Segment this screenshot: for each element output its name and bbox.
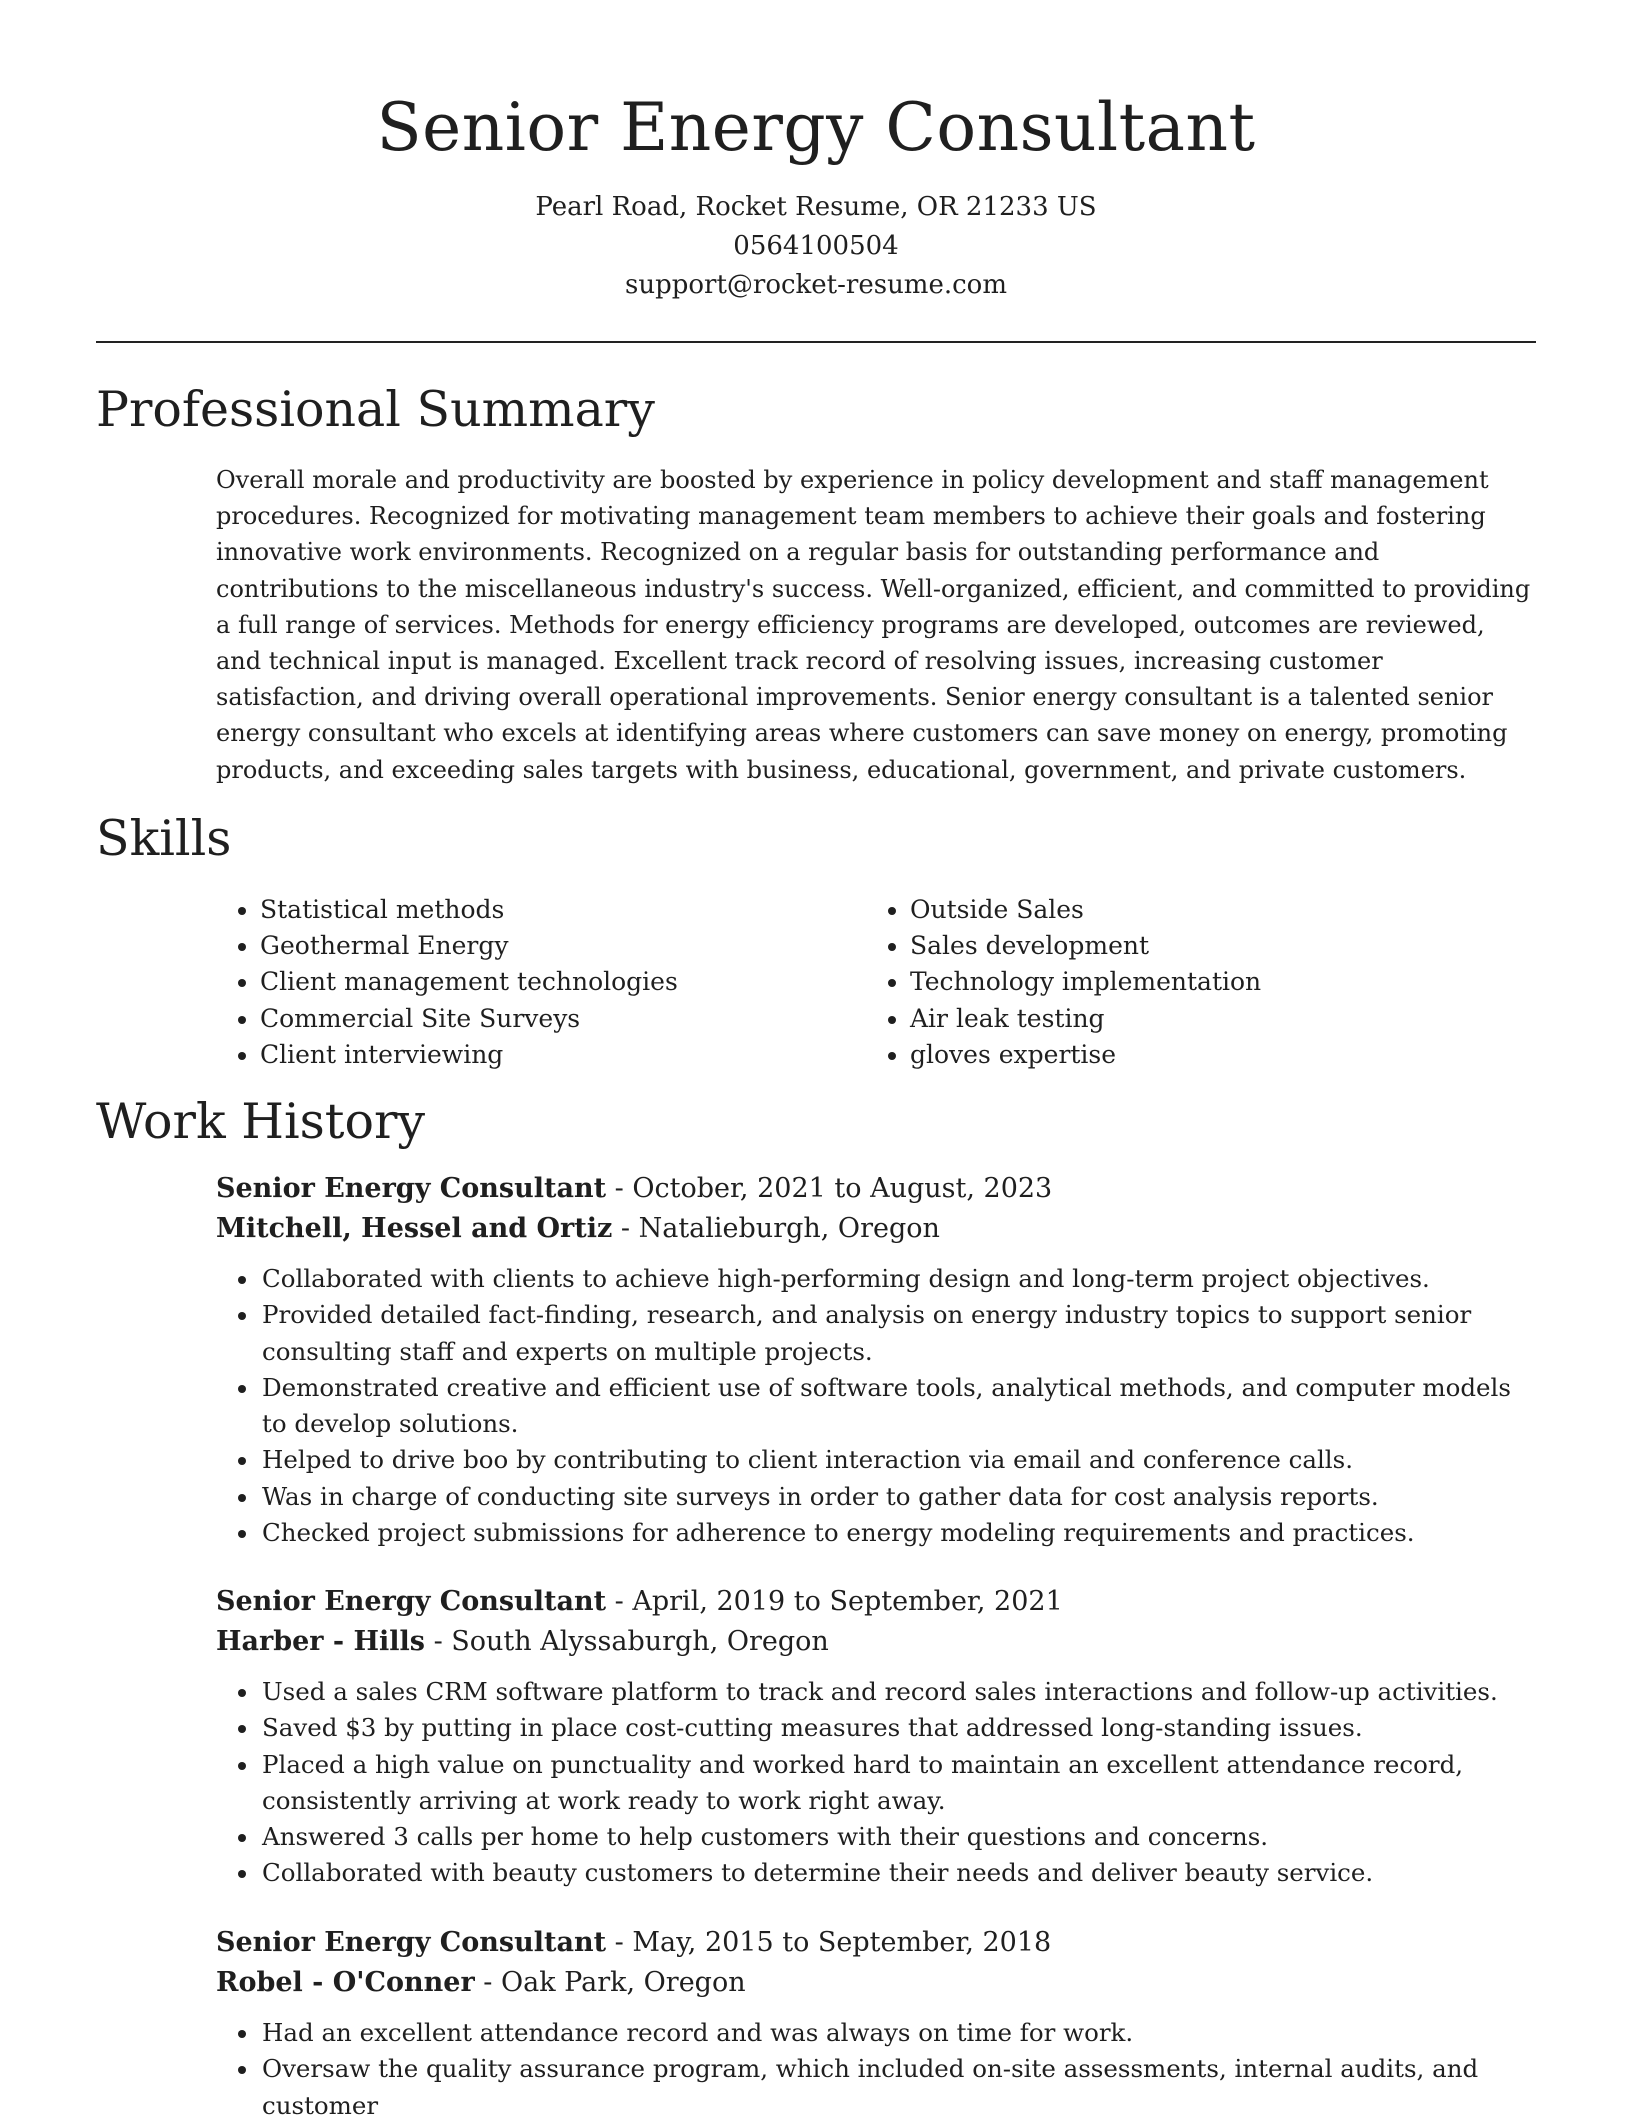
job-company-line [216, 1209, 1536, 1249]
job-company: Robel - O'Conner [216, 1967, 475, 1998]
work-history-heading: Work History [96, 1093, 426, 1150]
job-bullets [216, 1674, 1536, 1892]
job-bullet: • Demonstrated creative and efficient use of software tools, analytical methods, and computer models to develop solutions. [260, 1370, 1536, 1443]
skill-item: • Air leak testing [910, 1001, 1510, 1037]
job-entry [216, 1923, 1536, 2124]
job-dates: - May, 2015 to September, 2018 [606, 1927, 1052, 1958]
job-bullets [216, 2015, 1536, 2124]
candidate-title: Senior Energy Consultant [376, 89, 1256, 166]
email-address: support@rocket-resume.com [624, 270, 1007, 300]
job-location: - Oak Park, Oregon [474, 1967, 746, 1998]
skill-item: • Outside Sales [910, 892, 1510, 928]
phone-number: 0564100504 [733, 231, 899, 261]
job-company: Harber - Hills [216, 1626, 425, 1657]
job-bullet: • Saved $3 by putting in place cost-cutting measures that addressed long-standing issues. [260, 1710, 1536, 1746]
job-bullet: • Provided detailed fact-finding, research, and analysis on energy industry topics to support senior consulting staff and experts on multiple projects. [260, 1297, 1536, 1370]
job-bullet: • Helped to drive boo by contributing to client interaction via email and conference calls. [260, 1442, 1536, 1478]
job-role: Senior Energy Consultant [216, 1927, 607, 1958]
job-role-line [216, 1923, 1536, 1963]
job-bullet: • Used a sales CRM software platform to track and record sales interactions and follow-up activities. [260, 1674, 1536, 1710]
job-bullets [216, 1261, 1536, 1551]
job-bullet: • Placed a high value on punctuality and worked hard to maintain an excellent attendance record, consistently arriving at work ready to work right away. [260, 1747, 1536, 1820]
job-bullet: • Checked project submissions for adherence to energy modeling requirements and practices. [260, 1515, 1536, 1551]
skills-column-left [216, 892, 866, 1073]
job-company-line [216, 1622, 1536, 1662]
job-bullet: • Oversaw the quality assurance program, which included on-site assessments, internal audits, and customer [260, 2051, 1536, 2124]
resume-header [0, 0, 1632, 305]
job-dates: - October, 2021 to August, 2023 [606, 1173, 1053, 1204]
skill-item: • Sales development [910, 928, 1510, 964]
job-bullet: • Was in charge of conducting site surveys in order to gather data for cost analysis reports. [260, 1479, 1536, 1515]
job-company: Mitchell, Hessel and Ortiz [216, 1213, 613, 1244]
job-bullet: • Answered 3 calls per home to help customers with their questions and concerns. [260, 1819, 1536, 1855]
job-entry [216, 1169, 1536, 1551]
skill-item: • Geothermal Energy [260, 928, 866, 964]
skill-item: • Client interviewing [260, 1037, 866, 1073]
address-line: Pearl Road, Rocket Resume, OR 21233 US [535, 192, 1097, 222]
skill-item: • gloves expertise [910, 1037, 1510, 1073]
skill-item: • Commercial Site Surveys [260, 1001, 866, 1037]
contact-block [0, 188, 1632, 305]
skill-item: • Client management technologies [260, 964, 866, 1000]
job-role-line [216, 1582, 1536, 1622]
skills-column-right [866, 892, 1510, 1073]
job-entry [216, 1582, 1536, 1892]
skills-heading: Skills [96, 810, 232, 867]
job-location: - Natalieburgh, Oregon [612, 1213, 940, 1244]
summary-text: Overall morale and productivity are boosted by experience in policy development and staff management procedures. Recognized for motivating management team members to achieve their goals and fostering innovative work environments. Recognized on a regular basis for outstanding performance and contributions to the miscellaneous industry's success. Well-organized, efficient, and committed to providing a full range of services. Methods for energy efficiency programs are developed, outcomes are reviewed, and technical input is managed. Excellent track record of resolving issues, increasing customer satisfaction, and driving overall operational improvements. Senior energy consultant is a talented senior energy consultant who excels at identifying areas where customers can save money on energy, promoting products, and exceeding sales targets with business, educational, government, and private customers. [216, 466, 1531, 784]
job-bullet: • Collaborated with clients to achieve high-performing design and long-term project objectives. [260, 1261, 1536, 1297]
job-role: Senior Energy Consultant [216, 1173, 607, 1204]
job-bullet: • Had an excellent attendance record and was always on time for work. [260, 2015, 1536, 2051]
job-bullet: • Collaborated with beauty customers to determine their needs and deliver beauty service. [260, 1855, 1536, 1891]
skill-item: • Statistical methods [260, 892, 866, 928]
header-divider [96, 341, 1536, 343]
job-company-line [216, 1963, 1536, 2003]
skill-item: • Technology implementation [910, 964, 1510, 1000]
skills-list [216, 892, 1536, 1073]
summary-heading: Professional Summary [96, 381, 655, 438]
job-role-line [216, 1169, 1536, 1209]
job-location: - South Alyssaburgh, Oregon [425, 1626, 829, 1657]
job-role: Senior Energy Consultant [216, 1586, 607, 1617]
job-dates: - April, 2019 to September, 2021 [606, 1586, 1063, 1617]
